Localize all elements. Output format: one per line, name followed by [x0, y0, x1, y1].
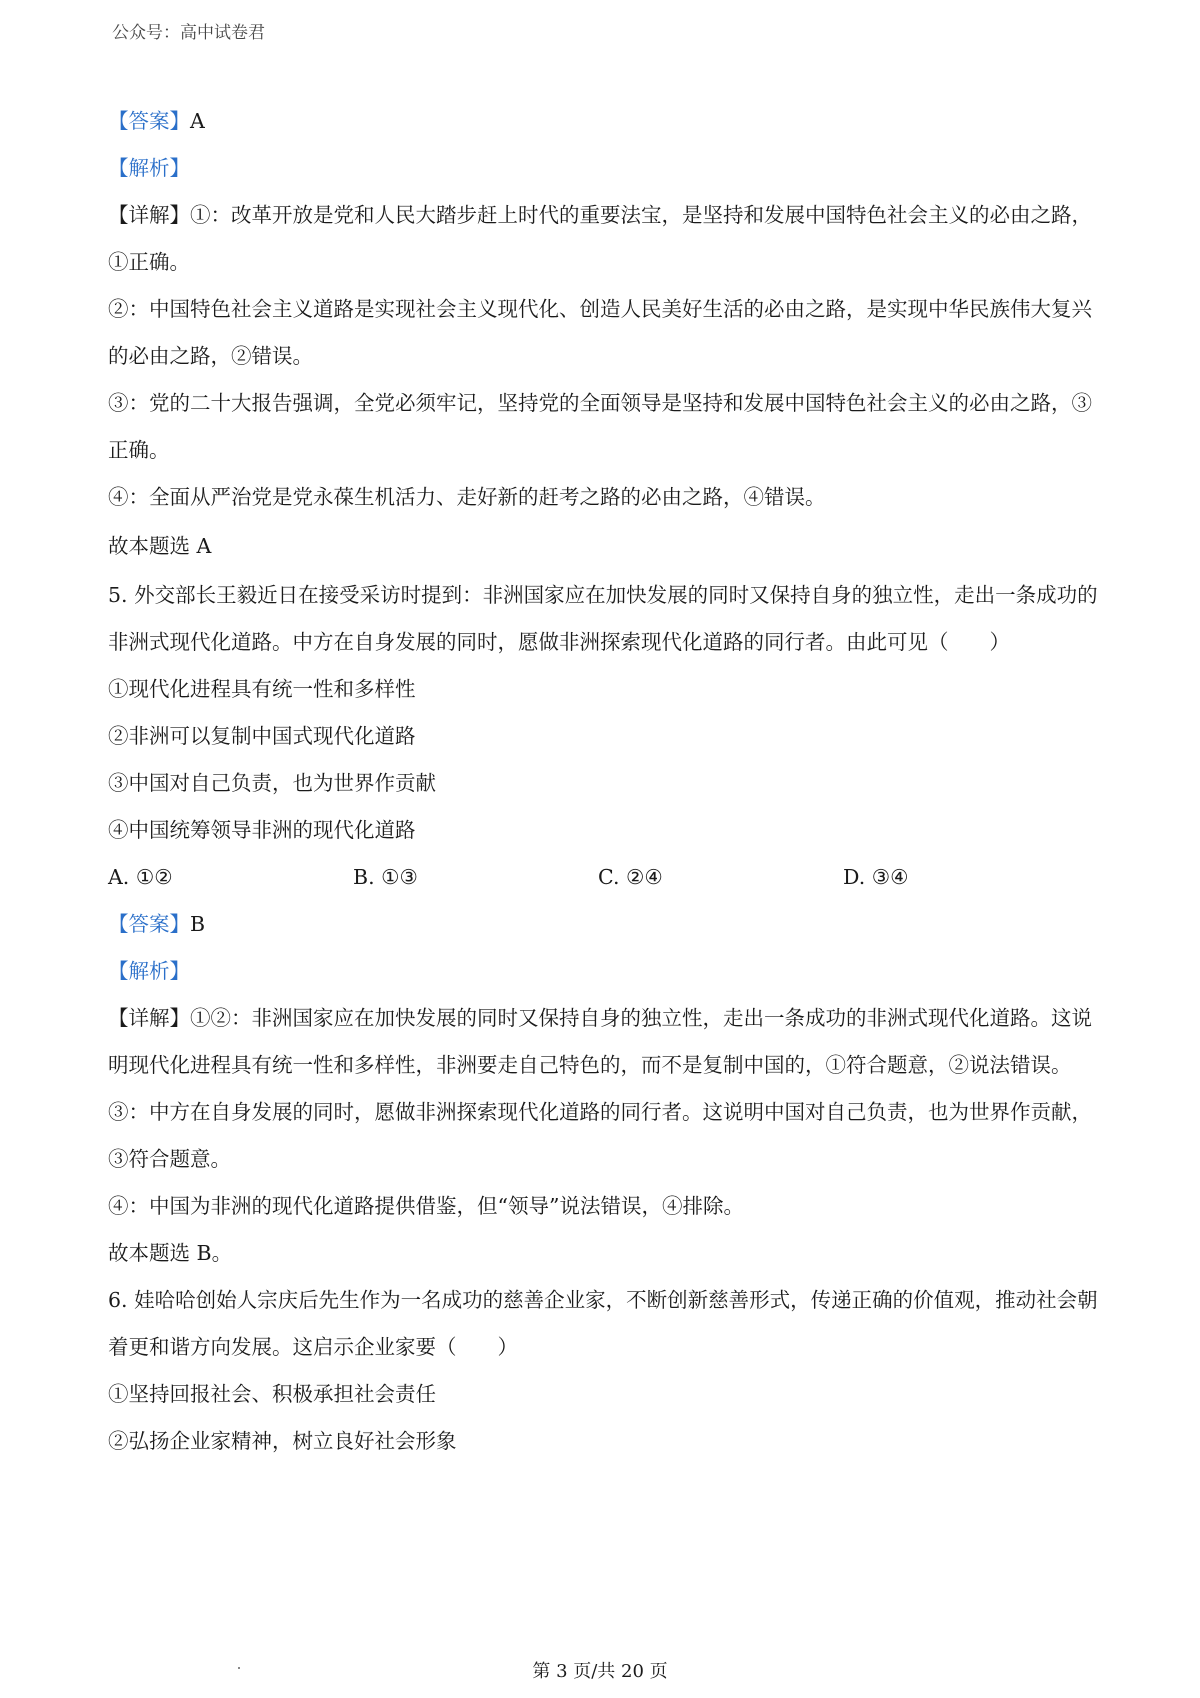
q4-analysis-heading — [108, 145, 1100, 192]
answer-tag: 【答案】 — [108, 912, 190, 936]
q5-conclusion: 故本题选 B。 — [108, 1241, 233, 1265]
q5-item: ②非洲可以复制中国式现代化道路 — [108, 724, 416, 748]
detail-text: ①②：非洲国家应在加快发展的同时又保持自身的独立性，走出一条成功的非洲式现代化道路。这说明现代化进程具有统一性和多样性，非洲要走自己特色的，而不是复制中国的，①符合题意，②说法错误。 — [108, 1006, 1092, 1077]
option-d: D. ③④ — [843, 865, 909, 889]
q5-detail-2: ③：中方在自身发展的同时，愿做非洲探索现代化道路的同行者。这说明中国对自己负责，也为世界作贡献，③符合题意。 — [108, 1100, 1092, 1171]
q6-item: ②弘扬企业家精神，树立良好社会形象 — [108, 1429, 457, 1453]
q5-analysis-heading — [108, 948, 1100, 995]
answer-tag: 【答案】 — [108, 109, 190, 133]
analysis-tag: 【解析】 — [108, 959, 190, 983]
q5-detail-3: ④：中国为非洲的现代化道路提供借鉴，但“领导”说法错误，④排除。 — [108, 1194, 744, 1218]
q5-item: ④中国统筹领导非洲的现代化道路 — [108, 818, 416, 842]
q4-detail-4: ④：全面从严治党是党永葆生机活力、走好新的赶考之路的必由之路，④错误。 — [108, 485, 826, 509]
q5-stem: 5. 外交部长王毅近日在接受采访时提到：非洲国家应在加快发展的同时又保持自身的独立性，走出一条成功的非洲式现代化道路。中方在自身发展的同时，愿做非洲探索现代化道路的同行者。由此可见（ ） — [108, 583, 1098, 654]
q5-item: ①现代化进程具有统一性和多样性 — [108, 677, 416, 701]
q5-options — [108, 854, 1100, 901]
header-source: 公众号：高中试卷君 — [112, 23, 265, 43]
analysis-tag: 【解析】 — [108, 156, 190, 180]
detail-tag: 【详解】 — [108, 1006, 190, 1030]
q4-answer — [108, 98, 1100, 145]
q4-detail-3: ③：党的二十大报告强调，全党必须牢记，坚持党的全面领导是坚持和发展中国特色社会主义的必由之路，③正确。 — [108, 391, 1092, 462]
option-c: C. ②④ — [598, 865, 663, 889]
q6-item: ①坚持回报社会、积极承担社会责任 — [108, 1382, 436, 1406]
q6-stem: 6. 娃哈哈创始人宗庆后先生作为一名成功的慈善企业家，不断创新慈善形式，传递正确的价值观，推动社会朝着更和谐方向发展。这启示企业家要（ ） — [108, 1288, 1098, 1359]
answer-value: A — [190, 109, 205, 133]
page-number: 第 3 页/共 20 页 — [532, 1661, 668, 1682]
q5-item: ③中国对自己负责，也为世界作贡献 — [108, 771, 436, 795]
detail-tag: 【详解】 — [108, 203, 190, 227]
q4-conclusion: 故本题选 A — [108, 534, 212, 558]
option-a: A. ①② — [108, 865, 173, 889]
q5-answer — [108, 901, 1100, 948]
q4-detail-1 — [108, 192, 1100, 286]
detail-text: ①：改革开放是党和人民大踏步赶上时代的重要法宝，是坚持和发展中国特色社会主义的必由之路，①正确。 — [108, 203, 1092, 274]
option-b: B. ①③ — [353, 865, 418, 889]
document-body — [108, 98, 1100, 1465]
q4-detail-2: ②：中国特色社会主义道路是实现社会主义现代化、创造人民美好生活的必由之路，是实现中华民族伟大复兴的必由之路，②错误。 — [108, 297, 1092, 368]
answer-value: B — [190, 912, 206, 936]
q5-detail-1 — [108, 995, 1100, 1089]
